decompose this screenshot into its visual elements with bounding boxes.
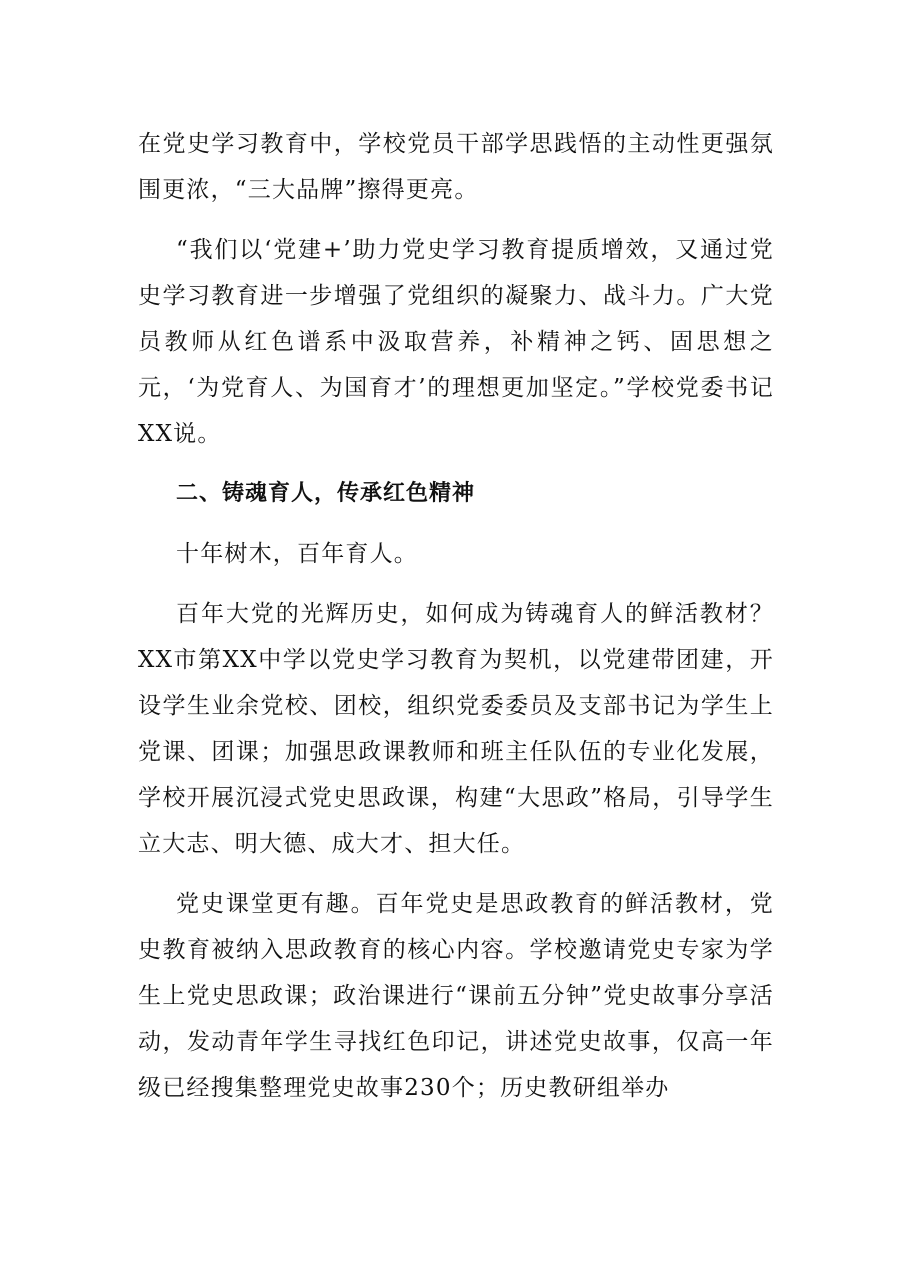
- paragraph-gap: [138, 517, 774, 531]
- paragraph-gap: [138, 867, 774, 881]
- paragraph-gap: [138, 213, 774, 227]
- paragraph-school-program: 百年大党的光辉历史，如何成为铸魂育人的鲜活教材？XX市第XX中学以党史学习教育为契机，以党建带团建，开设学生业余党校、团校，组织党委委员及支部书记为学生上党课、团课；加强思政课教师和班主任队伍的专业化发展，学校开展沉浸式党史思政课，构建“大思政”格局，引导学生立大志、明大德、成大才、担大任。: [138, 601, 774, 857]
- paragraph-party-history-class: 党史课堂更有趣。百年党史是思政教育的鲜活教材，党史教育被纳入思政教育的核心内容。学校邀请党史专家为学生上党史思政课；政治课进行“课前五分钟”党史故事分享活动，发动青年学生寻找红色印记，讲述党史故事，仅高一年级已经搜集整理党史故事230个；历史教研组举办: [138, 891, 774, 1101]
- paragraph-quote: “我们以‘党建+’助力党史学习教育提质增效，又通过党史学习教育进一步增强了党组织的凝聚力、战斗力。广大党员教师从红色谱系中汲取营养，补精神之钙、固思想之元，‘为党育人、为国育才’的理想更加坚定。”学校党委书记XX说。: [138, 237, 774, 447]
- document-body: [138, 121, 774, 1111]
- paragraph-continuation: 在党史学习教育中，学校党员干部学思践悟的主动性更强氛围更浓，“三大品牌”擦得更亮。: [138, 131, 774, 203]
- paragraph-proverb: 十年树木，百年育人。: [176, 541, 418, 567]
- paragraph-gap: [138, 577, 774, 591]
- paragraph-gap: [138, 457, 774, 471]
- section-heading: 二、铸魂育人，传承红色精神: [176, 481, 476, 506]
